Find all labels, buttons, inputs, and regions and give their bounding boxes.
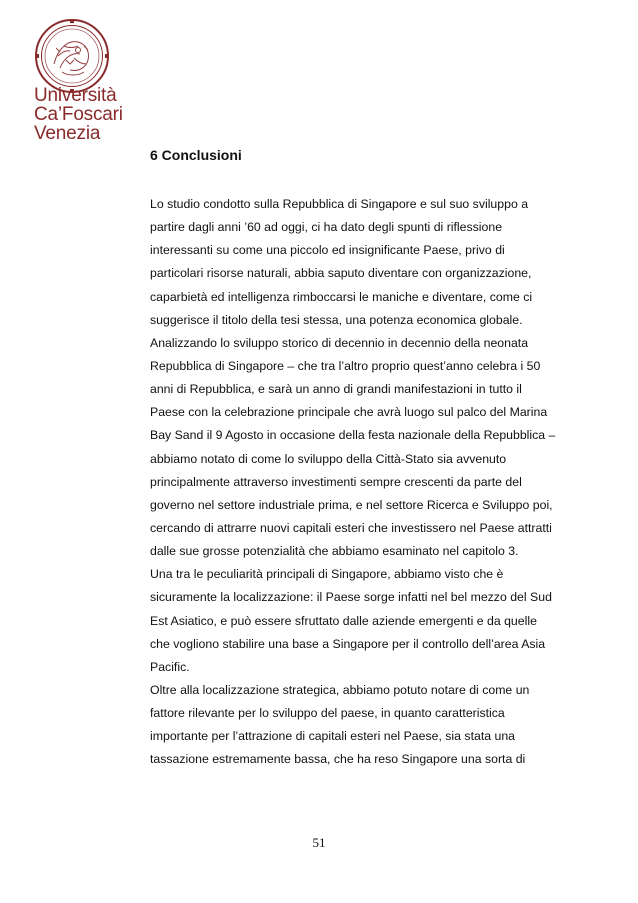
text-line: Lo studio condotto sulla Repubblica di Singapore e sul suo sviluppo a [150,197,529,211]
text-line: Est Asiatico, e può essere sfruttato dalle aziende emergenti e da quelle [150,613,537,628]
text-line: sicuramente la localizzazione: il Paese sorge infatti nel bel mezzo del Sud [150,590,552,605]
university-name-line-2: Ca’Foscari [34,104,123,125]
text-line: governo nel settore industriale prima, e nel settore Ricerca e Sviluppo poi, [150,497,553,512]
university-name-line-3: Venezia [34,123,101,144]
text-line: Bay Sand il 9 Agosto in occasione della festa nazionale della Repubblica – [150,428,556,443]
text-line: Paese con la celebrazione principale che avrà luogo sul palco del Marina [150,405,548,420]
university-name [34,86,154,143]
text-line: tassazione estremamente bassa, che ha reso Singapore una sorta di [150,752,526,767]
text-line: particolari risorse naturali, abbia saputo diventare con organizzazione, [150,266,532,281]
text-line: Oltre alla localizzazione strategica, abbiamo potuto notare di come un [150,682,530,697]
text-line: Analizzando lo sviluppo storico di decennio in decennio della neonata [150,335,529,350]
text-line: Una tra le peculiarità principali di Singapore, abbiamo visto che è [150,567,504,582]
text-line: principalmente attraverso investimenti sempre crescenti da parte del [150,474,522,489]
body-paragraphs [150,193,600,772]
section-heading: 6 Conclusioni [150,147,242,163]
text-line: cercando di attrarre nuovi capitali esteri che investissero nel Paese attratti [150,520,552,535]
university-seal-logo [34,18,110,94]
text-line: caparbietà ed intelligenza rimboccarsi le maniche e diventare, come ci [150,289,533,304]
text-line: che vogliono stabilire una base a Singapore per il controllo dell’area Asia [150,636,546,651]
text-line: dalle sue grosse potenzialità che abbiamo esaminato nel capitolo 3. [150,544,519,559]
university-name-line-1: Università [34,85,117,106]
text-line: Repubblica di Singapore – che tra l’altro proprio quest’anno celebra i 50 [150,358,541,373]
text-line: interessanti su come una piccolo ed insignificante Paese, privo di [150,243,505,258]
text-line: anni di Repubblica, e sarà un anno di grandi manifestazioni in tutto il [150,382,522,397]
text-line: partire dagli anni ’60 ad oggi, ci ha dato degli spunti di riflessione [150,220,503,235]
text-line: Pacific. [150,659,190,674]
text-line: suggerisce il titolo della tesi stessa, una potenza economica globale. [150,312,523,327]
text-line: fattore rilevante per lo sviluppo del paese, in quanto caratteristica [150,706,505,721]
page-number: 51 [312,835,326,850]
text-line: importante per l’attrazione di capitali esteri nel Paese, sia stata una [150,729,516,744]
text-line: abbiamo notato di come lo sviluppo della Città-Stato sia avvenuto [150,451,507,466]
